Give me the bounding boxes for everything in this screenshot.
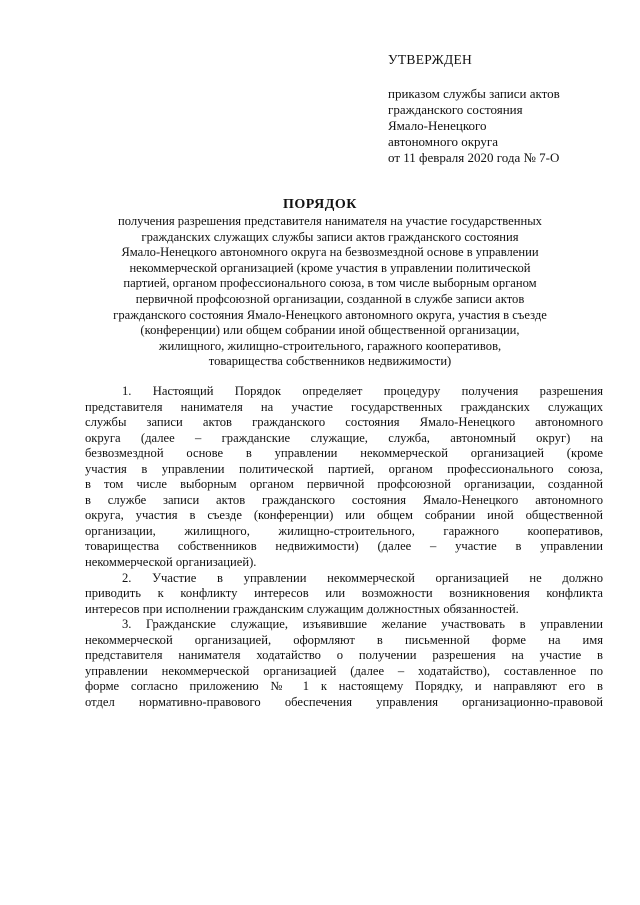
body-line: округа (далее – гражданские служащие, служба, автономный округ) на <box>85 430 603 445</box>
body-line: 2. Участие в управлении некоммерческой организацией не должно <box>122 570 603 585</box>
body-line: представителя нанимателя ходатайство о получении разрешения на участие в <box>85 648 603 663</box>
subtitle-line: товарищества собственников недвижимости) <box>208 354 452 369</box>
subtitle-line: (конференции) или общем собрании иной общественной организации, <box>140 323 520 338</box>
body-line: некоммерческой организацией, оформляют в письменной форме на имя <box>85 632 603 647</box>
body-line: форме согласно приложению № 1 к настоящему Порядку, и направляют его в <box>85 679 603 694</box>
body-line: 3. Гражданские служащие, изъявившие желание участвовать в управлении <box>122 617 603 632</box>
approval-title: УТВЕРЖДЕН <box>388 52 473 67</box>
body-line: интересов при исполнении гражданским служащим должностных обязанностей. <box>85 601 519 616</box>
approval-line: гражданского состояния <box>388 102 523 117</box>
body-line: товарищества собственников недвижимости) (далее – участие в управлении <box>85 539 603 554</box>
body-line: в службе записи актов гражданского состояния Ямало-Ненецкого автономного <box>85 492 603 507</box>
document-subtitle <box>70 214 590 370</box>
body-line: безвозмездной основе в управлении некоммерческой организацией (кроме <box>85 446 603 461</box>
body-line: некоммерческой организацией). <box>85 555 257 570</box>
approval-line: автономного округа <box>388 134 498 149</box>
subtitle-line: Ямало-Ненецкого автономного округа на безвозмездной основе в управлении <box>121 245 539 260</box>
body-line: управлении некоммерческой организацией (далее – ходатайство), составленное по <box>85 663 603 678</box>
body-line: 1. Настоящий Порядок определяет процедуру получения разрешения <box>122 384 603 398</box>
body-line: представителя нанимателя на участие государственных гражданских служащих <box>85 399 603 414</box>
subtitle-line: гражданских служащих службы записи актов гражданского состояния <box>141 229 519 244</box>
body-line: отдел нормативно-правового обеспечения управления организационно-правовой <box>85 694 603 709</box>
subtitle-line: жилищного, жилищно-строительного, гаражного кооперативов, <box>158 338 502 353</box>
approval-line: от 11 февраля 2020 года № 7-О <box>388 150 560 165</box>
approval-block <box>388 52 618 166</box>
subtitle-line: первичной профсоюзной организации, созданной в службе записи актов <box>135 291 525 306</box>
body-line: участия в управлении политической партией, органом профессионального союза, <box>85 461 603 476</box>
body-line: округа, участия в съезде (конференции) или общем собрании иной общественной <box>85 508 603 523</box>
document-body <box>85 384 603 710</box>
approval-line: Ямало-Ненецкого <box>388 118 487 133</box>
body-line: приводить к конфликту интересов или возможности возникновения конфликта <box>85 586 603 601</box>
subtitle-line: гражданского состояния Ямало-Ненецкого автономного округа, участия в съезде <box>113 307 547 322</box>
subtitle-line: партией, органом профессионального союза, в том числе выборным органом <box>123 276 537 291</box>
subtitle-line: получения разрешения представителя нанимателя на участие государственных <box>118 214 542 228</box>
body-line: службы записи актов гражданского состояния Ямало-Ненецкого автономного <box>85 415 603 430</box>
subtitle-line: некоммерческой организацией (кроме участия в управлении политической <box>129 260 531 275</box>
body-line: организации, жилищного, жилищно-строительного, гаражного кооперативов, <box>85 523 603 538</box>
document-title: ПОРЯДОК <box>283 197 357 212</box>
body-line: в том числе выборным органом первичной профсоюзной организации, созданной <box>85 477 603 492</box>
approval-line: приказом службы записи актов <box>388 86 560 101</box>
